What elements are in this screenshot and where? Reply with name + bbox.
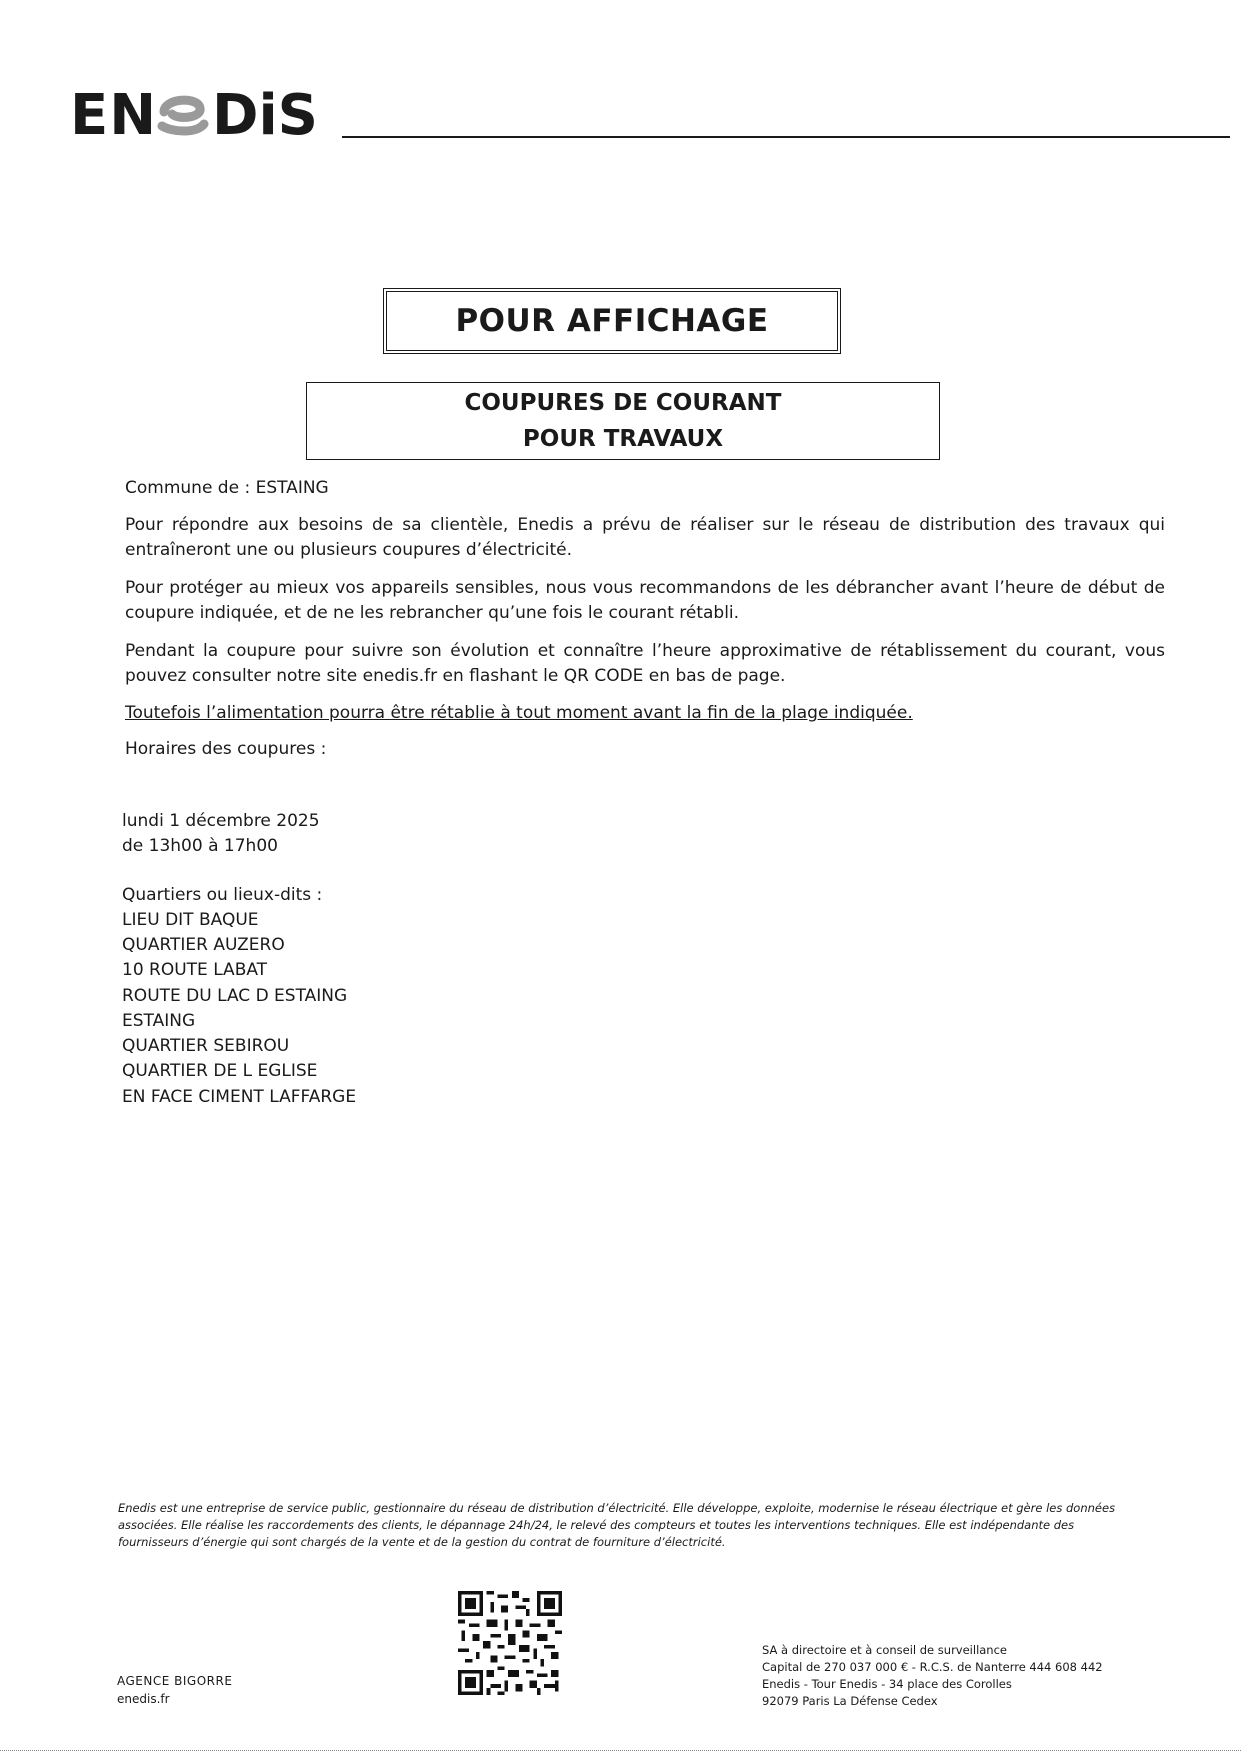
pour-affichage-box	[383, 288, 841, 354]
location-item: EN FACE CIMENT LAFFARGE	[122, 1087, 357, 1107]
legal-notice: Enedis est une entreprise de service public, gestionnaire du réseau de distribution d’électricité. Elle développe, exploite, modernise le réseau électrique et gère les données associées. Elle réalise les raccordements des clients, le dépannage 24h/24, le relevé des compteurs et toutes les interventions techniques. Elle est indépendante des fournisseurs d’énergie qui sont chargés de la vente et de la gestion du contrat de fourniture d’électricité.	[118, 1501, 1116, 1549]
location-item: ESTAING	[122, 1011, 196, 1031]
enedis-logo	[70, 82, 335, 144]
locations-label: Quartiers ou lieux-dits :	[122, 885, 323, 905]
schedule-date: lundi 1 décembre 2025	[122, 811, 320, 831]
paragraph-3: Pendant la coupure pour suivre son évolution et connaître l’heure approximative de rétablissement du courant, vous pouvez consulter notre site enedis.fr en flashant le QR CODE en bas de page.	[125, 641, 1165, 686]
coupures-title-line1: COUPURES DE COURANT	[464, 390, 782, 416]
location-item: QUARTIER DE L EGLISE	[122, 1061, 318, 1081]
location-item: 10 ROUTE LABAT	[122, 960, 268, 980]
notice-line: Toutefois l’alimentation pourra être rétablie à tout moment avant la fin de la plage indiquée.	[125, 703, 913, 723]
coupures-box	[306, 382, 940, 460]
company-line: Enedis - Tour Enedis - 34 place des Corolles	[762, 1677, 1012, 1691]
company-line: SA à directoire et à conseil de surveillance	[762, 1643, 1007, 1657]
schedule-time: de 13h00 à 17h00	[122, 836, 278, 856]
agency-block	[117, 1672, 232, 1708]
company-line: 92079 Paris La Défense Cedex	[762, 1694, 938, 1708]
paragraph-2: Pour protéger au mieux vos appareils sensibles, nous vous recommandons de les débrancher avant l’heure de début de coupure indiquée, et de ne les rebrancher qu’une fois le courant rétabli.	[125, 578, 1165, 623]
location-item: QUARTIER SEBIROU	[122, 1036, 290, 1056]
paragraph-1: Pour répondre aux besoins de sa clientèle, Enedis a prévu de réaliser sur le réseau de distribution des travaux qui entraîneront une ou plusieurs coupures d’électricité.	[125, 515, 1165, 560]
coupures-title-line2: POUR TRAVAUX	[522, 426, 724, 452]
company-info	[762, 1642, 1103, 1710]
website-link[interactable]: enedis.fr	[117, 1692, 170, 1706]
svg-text:DiS: DiS	[212, 83, 319, 144]
location-item: QUARTIER AUZERO	[122, 935, 285, 955]
location-item: LIEU DIT BAQUE	[122, 910, 259, 930]
location-item: ROUTE DU LAC D ESTAING	[122, 986, 348, 1006]
company-line: Capital de 270 037 000 € - R.C.S. de Nanterre 444 608 442	[762, 1660, 1103, 1674]
commune-line: Commune de : ESTAING	[125, 478, 329, 498]
pour-affichage-title: POUR AFFICHAGE	[455, 303, 769, 339]
bottom-rule	[0, 1750, 1241, 1751]
qr-code-icon[interactable]	[458, 1591, 562, 1695]
header-rule	[342, 136, 1230, 138]
horaires-label: Horaires des coupures :	[125, 739, 327, 759]
svg-text:EN: EN	[70, 83, 158, 144]
agency-name: AGENCE BIGORRE	[117, 1674, 233, 1688]
